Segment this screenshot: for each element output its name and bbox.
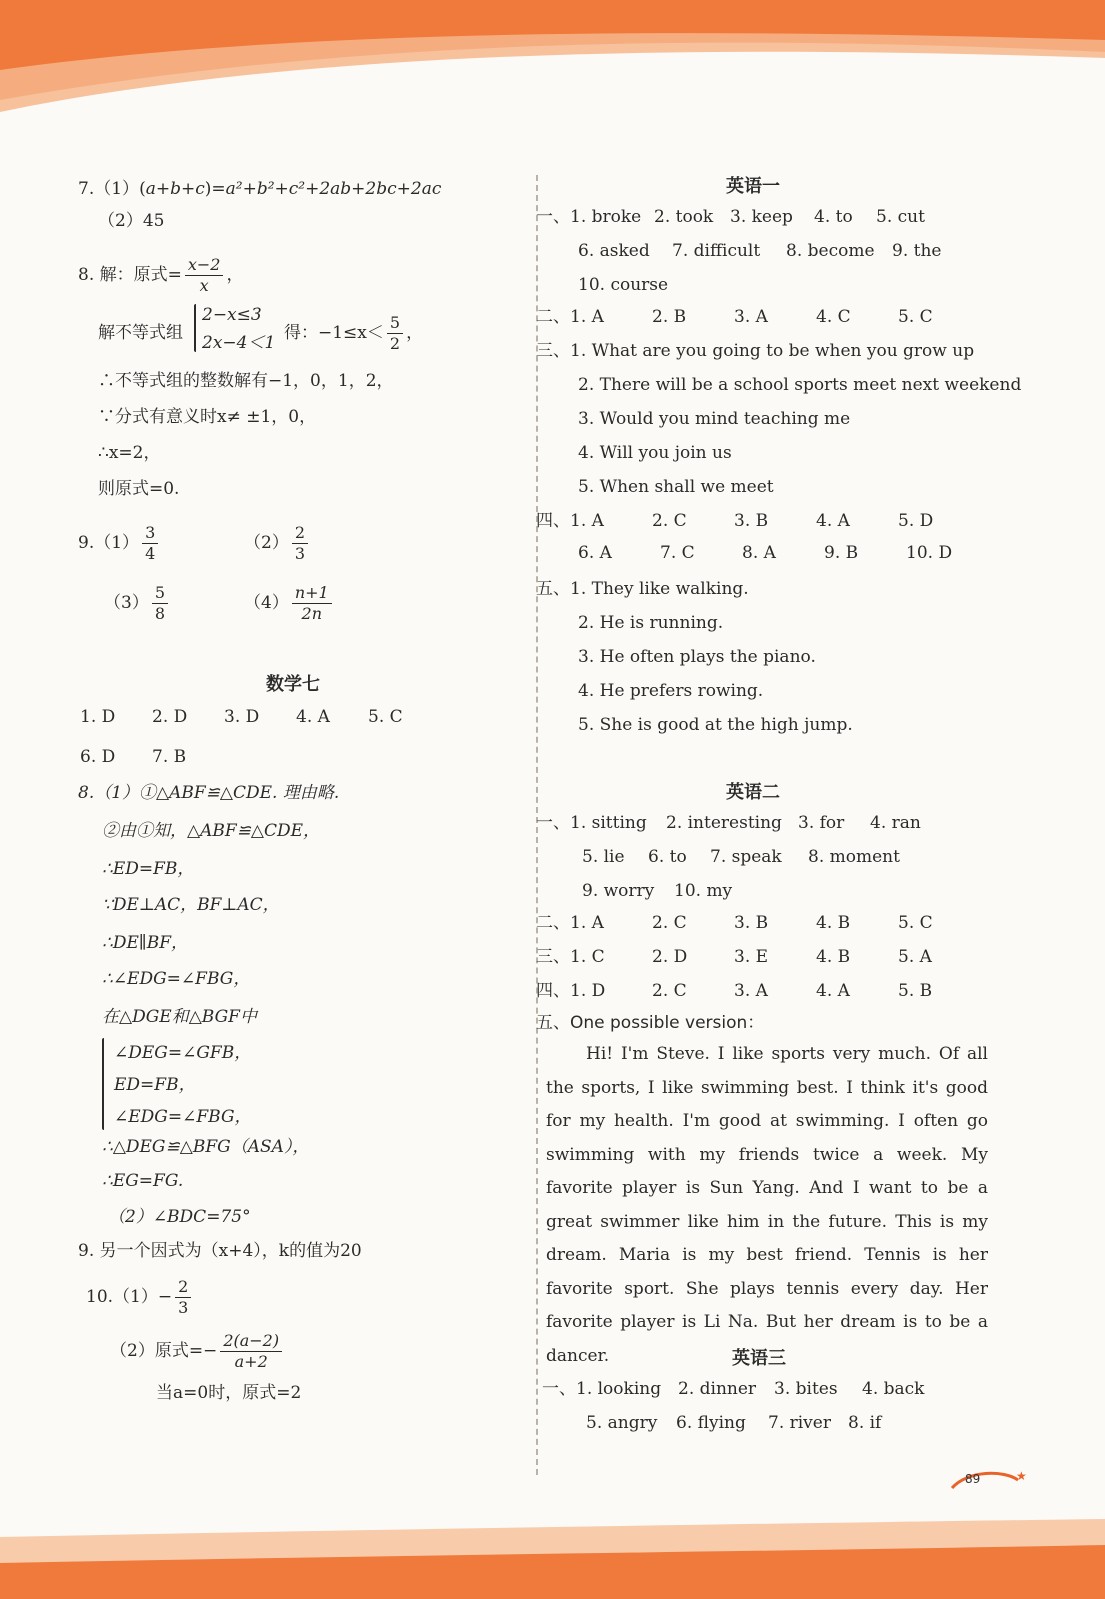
s7-q9: 9. 另一个因式为（x+4），k的值为20	[78, 1241, 362, 1261]
s7-q8-l10: （2）∠BDC=75°	[108, 1207, 251, 1227]
s7-q8-l8: ∴△DEG≌△BFG（ASA），	[102, 1137, 310, 1157]
page-number-swoosh-icon	[948, 1468, 1028, 1494]
top-decorative-band	[0, 0, 1105, 130]
q8-line4: ∵分式有意义时x≠ ±1，0，	[98, 407, 317, 427]
q9-row1: 9.（1） $\frac{3}{4}$	[78, 520, 161, 566]
e1-s3-1: 三、1. What are you going to be when you grow up	[536, 341, 975, 361]
e1-s1-row3: 10. course	[578, 275, 669, 295]
s7-q8-l1: 8.（1）①△ABF≌△CDE. 理由略.	[78, 783, 340, 803]
e1-s4-row1: 四、1. A 2. C 3. B 4. A 5. D	[536, 511, 934, 531]
q9-part2: （2） $\frac{2}{3}$	[244, 520, 311, 566]
s7-q8-l2: ②由①知，△ABF≌△CDE，	[102, 821, 321, 841]
section-title-math7: 数学七	[266, 674, 320, 695]
e1-s3-2: 2. There will be a school sports meet next weekend	[578, 375, 1022, 395]
s7-row1: 1. D 2. D 3. D 4. A 5. C	[80, 707, 403, 727]
bottom-decorative-band	[0, 1515, 1105, 1599]
s7-q10-p2: （2）原式=− $\frac{2(a-2)}{a+2}$	[110, 1328, 285, 1374]
e2-s5-head: 五、One possible version：	[536, 1013, 765, 1033]
e1-s3-3: 3. Would you mind teaching me	[578, 409, 851, 429]
e1-s5-3: 3. He often plays the piano.	[578, 647, 816, 667]
e2-s3: 三、1. C 2. D 3. E 4. B 5. A	[536, 947, 932, 967]
s7-q8-l3: ∴ED=FB，	[102, 859, 195, 879]
section-title-english1: 英语一	[726, 176, 780, 197]
section-title-english3: 英语三	[732, 1348, 786, 1369]
q8-inequality-system: 解不等式组	[98, 323, 183, 343]
s7-q10-p2-line: 当a=0时，原式=2	[156, 1383, 302, 1403]
q7-line1: 7.（1）(a+b+c)=a²+b²+c²+2ab+2bc+2ac	[78, 179, 442, 199]
ineq-result: 得：−1≤x＜ $\frac{5}{2}$ ，	[284, 313, 424, 353]
e2-essay: Hi! I'm Steve. I like sports very much. Of all the sports, I like swimming best. I think it's good for my health. I'm good at swimming. I often go swimming with my friends twice a week. My favorite player is Sun Yang. And I want to be a great swimmer like him in the future. This is my dream. Maria is my best friend. Tennis is her favorite sport. She plays tennis every day. Her favorite player is Li Na. But her dream is to be a dancer.	[546, 1044, 988, 1366]
s7-q10-p1: 10.（1）− $\frac{2}{3}$	[86, 1274, 194, 1320]
q7-line2: （2）45	[98, 211, 165, 231]
page-number: 89	[965, 1472, 981, 1486]
q8-line1: 8. 解：原式= $\frac{x-2}{x}$ ，	[78, 255, 244, 295]
e3-s1-row2: 5. angry 6. flying 7. river 8. if	[586, 1413, 882, 1433]
q8-line3: ∴不等式组的整数解有−1，0，1，2，	[98, 371, 394, 391]
system-brace	[194, 304, 196, 352]
svg-text:★: ★	[1016, 1469, 1027, 1483]
s7-q8-b3: ∠EDG=∠FBG，	[114, 1107, 252, 1127]
s7-q8-l4: ∵DE⊥AC，BF⊥AC，	[102, 895, 280, 915]
s7-row2: 6. D 7. B	[80, 747, 187, 767]
e1-s4-row2: 6. A 7. C 8. A 9. B 10. D	[578, 543, 953, 563]
e2-s1-row2: 5. lie 6. to 7. speak 8. moment	[582, 847, 900, 867]
e3-s1-row1: 一、1. looking 2. dinner 3. bites 4. back	[542, 1379, 925, 1399]
congruence-brace	[102, 1038, 104, 1130]
e1-s2: 二、1. A 2. B 3. A 4. C 5. C	[536, 307, 933, 327]
q9-part4: （4） $\frac{n+1}{2n}$	[244, 580, 335, 626]
e1-s3-5: 5. When shall we meet	[578, 477, 774, 497]
q8-line6: 则原式=0.	[98, 479, 180, 499]
q9-part3: （3） $\frac{5}{8}$	[104, 580, 171, 626]
e1-s5-2: 2. He is running.	[578, 613, 724, 633]
s7-q8-l6: ∴∠EDG=∠FBG，	[102, 969, 251, 989]
ineq-2: 2x−4＜1	[202, 333, 276, 353]
ineq-1: 2−x≤3	[202, 305, 262, 325]
e1-s3-4: 4. Will you join us	[578, 443, 732, 463]
s7-q8-l7: 在△DGE和△BGF中	[102, 1007, 257, 1027]
e2-s4: 四、1. D 2. C 3. A 4. A 5. B	[536, 981, 933, 1001]
e2-s1-row3: 9. worry 10. my	[582, 881, 733, 901]
s7-q8-l9: ∴EG=FG.	[102, 1171, 184, 1191]
s7-q8-l5: ∴DE∥BF，	[102, 933, 188, 953]
e1-s5-4: 4. He prefers rowing.	[578, 681, 764, 701]
e1-s1-row2: 6. asked 7. difficult 8. become 9. the	[578, 241, 942, 261]
e2-s1-row1: 一、1. sitting 2. interesting 3. for 4. ran	[536, 813, 921, 833]
e1-s1-row1: 一、1. broke 2. took 3. keep 4. to 5. cut	[536, 207, 925, 227]
e1-s5-5: 5. She is good at the high jump.	[578, 715, 853, 735]
s7-q8-b2: ED=FB，	[114, 1075, 196, 1095]
q8-line5: ∴x=2，	[98, 443, 161, 463]
section-title-english2: 英语二	[726, 782, 780, 803]
s7-q8-b1: ∠DEG=∠GFB，	[114, 1043, 252, 1063]
e2-s2: 二、1. A 2. C 3. B 4. B 5. C	[536, 913, 933, 933]
e1-s5-1: 五、1. They like walking.	[536, 579, 749, 599]
